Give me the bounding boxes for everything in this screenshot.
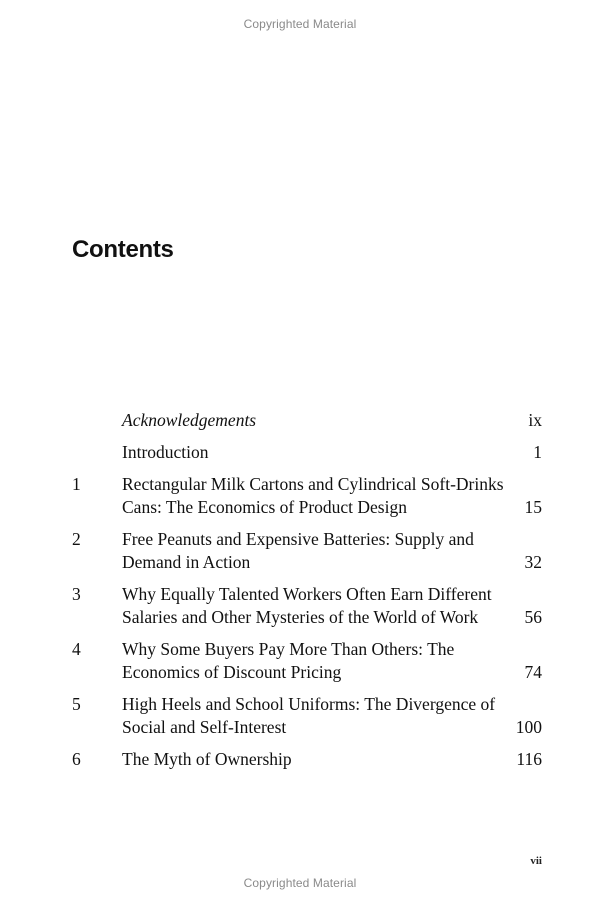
toc-entry-title: Free Peanuts and Expensive Batteries: Supply and Demand in Action [122, 529, 474, 572]
toc-entry-chapter-5 [0, 693, 600, 739]
toc-entry-acknowledgements [0, 409, 600, 432]
toc-entry-chapter-2 [0, 528, 600, 574]
toc-entry-page: 56 [524, 607, 542, 627]
table-of-contents [0, 409, 600, 780]
toc-entry-page: 100 [515, 717, 542, 737]
toc-entry-title: Acknowledgements [122, 410, 257, 430]
toc-entry-chapter-3 [0, 583, 600, 629]
toc-entry-page: 116 [516, 749, 542, 769]
toc-entry-title: The Myth of Ownership [122, 749, 292, 769]
page-number: vii [530, 855, 542, 867]
toc-entry-page: 32 [524, 552, 542, 572]
toc-entry-number: 2 [72, 529, 81, 549]
toc-entry-chapter-4 [0, 638, 600, 684]
toc-entry-page: ix [528, 410, 542, 430]
toc-entry-page: 74 [524, 662, 542, 682]
toc-entry-title: Why Some Buyers Pay More Than Others: The Economics of Discount Pricing [122, 639, 455, 682]
toc-entry-title: Introduction [122, 442, 209, 462]
toc-entry-number: 6 [72, 749, 81, 769]
toc-entry-introduction [0, 441, 600, 464]
watermark-top: Copyrighted Material [243, 17, 357, 31]
toc-entry-number: 5 [72, 694, 81, 714]
toc-entry-number: 3 [72, 584, 81, 604]
toc-entry-chapter-1 [0, 473, 600, 519]
toc-entry-title: Why Equally Talented Workers Often Earn Different Salaries and Other Mysteries of the World of Work [122, 584, 492, 627]
page-title: Contents [72, 236, 174, 263]
toc-entry-page: 1 [533, 442, 542, 462]
watermark-bottom: Copyrighted Material [243, 876, 357, 890]
toc-entry-number: 1 [72, 474, 81, 494]
toc-entry-number: 4 [72, 639, 81, 659]
toc-entry-chapter-6 [0, 748, 600, 771]
toc-entry-title: High Heels and School Uniforms: The Divergence of Social and Self-Interest [122, 694, 496, 737]
toc-entry-title: Rectangular Milk Cartons and Cylindrical Soft-Drinks Cans: The Economics of Product Design [122, 474, 504, 517]
toc-entry-page: 15 [524, 497, 542, 517]
